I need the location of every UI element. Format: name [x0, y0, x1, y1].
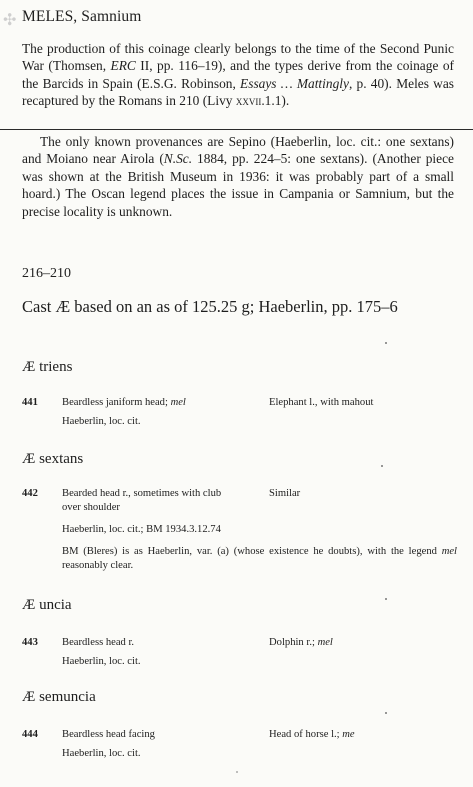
catalogue-entry [22, 487, 462, 583]
entry-number: 442 [22, 488, 38, 499]
intro-ref-erc: ERC [110, 58, 136, 74]
reverse-text: Elephant l., with mahout [269, 397, 374, 408]
entry-references: Haeberlin, loc. cit.; BM 1934.3.12.74 [62, 524, 221, 535]
intro-text: , p. 40). Meles was recaptured by the Romans in 210 (Livy [22, 75, 454, 109]
entry-references: Haeberlin, loc. cit. [62, 416, 141, 427]
intro-text: II, pp. 116–19), and the types derive from the coinage of the Barcids in Spain (E.S.G. Robinson, [22, 58, 455, 91]
denomination-heading: Æ semuncia [22, 689, 96, 705]
catalogue-entry [22, 636, 462, 668]
reverse-text: Dolphin r.; [269, 637, 318, 648]
scan-speck [385, 712, 387, 714]
obverse-text: Bearded head r., sometimes with club over shoulder [62, 488, 222, 513]
intro-ref-essays: Essays … Mattingly [240, 75, 349, 91]
bleed-through-mark-icon: ✣ [3, 12, 17, 29]
note-text: reasonably clear. [62, 560, 134, 571]
horizontal-rule [0, 129, 473, 130]
note-text: BM (Bleres) is as Haeberlin, var. (a) (whose existence he doubts), with the legend [62, 546, 442, 557]
scan-speck [381, 465, 383, 467]
scan-speck [385, 598, 387, 600]
issue-date: 216–210 [22, 266, 71, 281]
denomination-heading: Æ sextans [22, 451, 84, 467]
reverse-description [269, 396, 469, 410]
intro-paragraph-dating [22, 40, 454, 110]
intro-text: The production of this coinage clearly belongs to the time of the Second Punic War (Thomsen, [22, 41, 454, 74]
entry-number: 441 [22, 397, 38, 408]
entry-note [62, 545, 457, 573]
obverse-description [62, 396, 252, 410]
entry-references: Haeberlin, loc. cit. [62, 748, 141, 759]
obverse-text: Beardless head r. [62, 637, 135, 648]
obverse-description [62, 636, 252, 650]
denomination-heading: Æ uncia [22, 597, 72, 613]
reverse-legend: mel [317, 637, 333, 648]
obverse-description [62, 487, 232, 515]
obverse-text: Beardless head facing [62, 729, 155, 740]
entry-number: 444 [22, 729, 38, 740]
reverse-description [269, 728, 469, 742]
intro-paragraph-provenance [22, 133, 454, 220]
reverse-description [269, 487, 469, 501]
reverse-legend: me [342, 729, 355, 740]
reverse-text: Similar [269, 488, 301, 499]
intro-ref-livy: xxvii.1.1 [235, 93, 282, 109]
standard-description: Cast Æ based on an as of 125.25 g; Haeberlin, pp. 175–6 [22, 297, 398, 316]
entry-number: 443 [22, 637, 38, 648]
obverse-legend: mel [170, 397, 186, 408]
entry-references: Haeberlin, loc. cit. [62, 656, 141, 667]
catalogue-entry [22, 728, 462, 760]
note-legend: mel [441, 546, 457, 557]
reverse-text: Head of horse l.; [269, 729, 343, 740]
reverse-description [269, 636, 469, 650]
intro-text: 1884, pp. 224–5: one sextans). (Another piece was shown at the British Museum in 1936: it was probably part of a small hoard.) The Oscan legend places the issue in Campania or Samnium, but the precise locality is unknown. [22, 151, 454, 219]
intro-text: The only known provenances are Sepino (Haeberlin, loc. cit.: one sextans) and Moiano near Airola ( [22, 134, 454, 167]
intro-text: ). [281, 93, 290, 109]
scan-speck [236, 771, 238, 773]
section-heading: MELES, Samnium [22, 8, 142, 25]
denomination-heading: Æ triens [22, 359, 73, 375]
obverse-text: Beardless janiform head; [62, 397, 171, 408]
intro-ref-nsc: N.Sc. [163, 151, 193, 167]
scan-speck [385, 342, 387, 344]
catalogue-entry [22, 396, 462, 428]
obverse-description [62, 728, 252, 742]
